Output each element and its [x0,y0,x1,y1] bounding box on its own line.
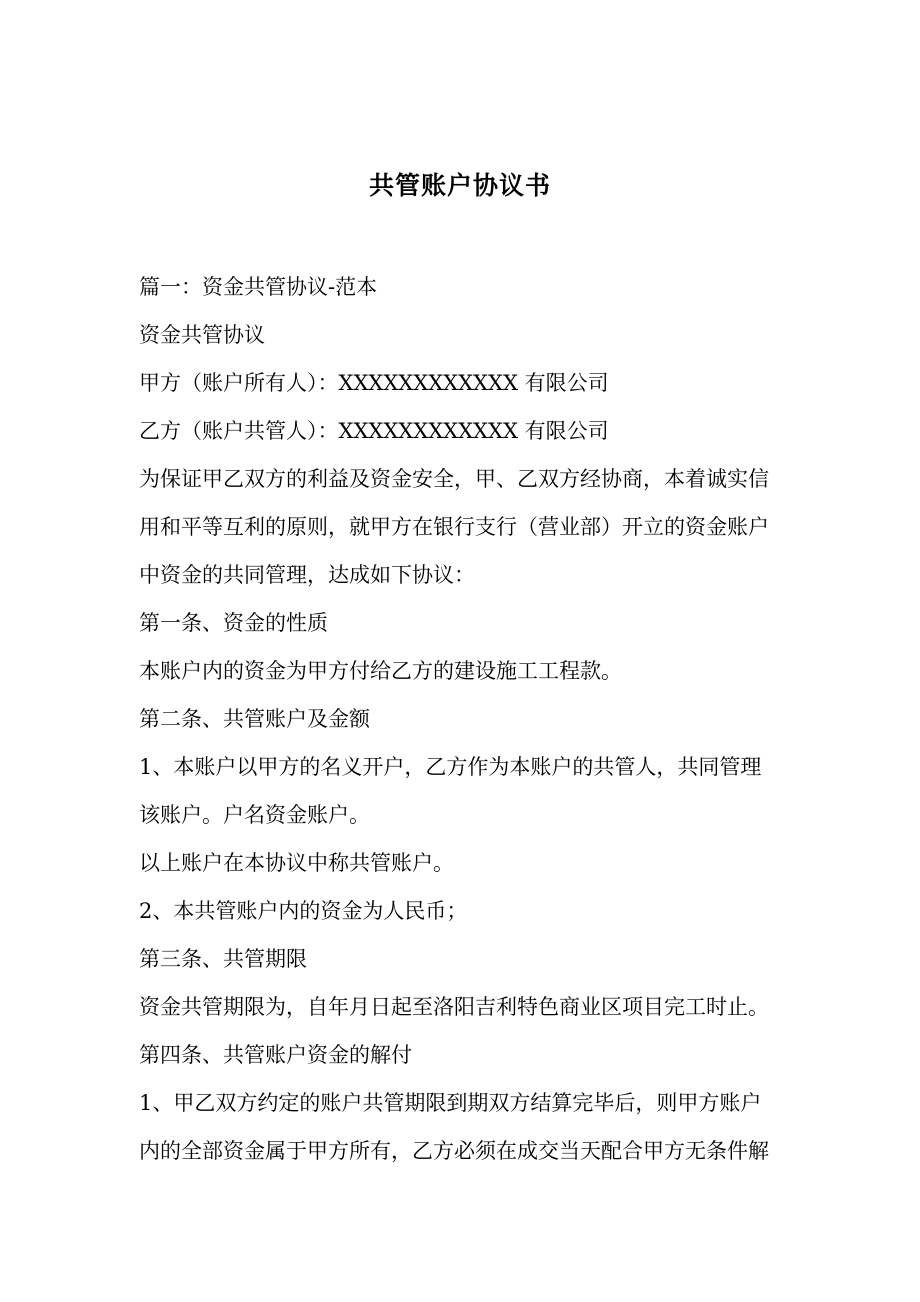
party-b: 乙方（账户共管人）：XXXXXXXXXXXX 有限公司 [139,419,609,443]
agreement-name: 资金共管协议 [139,323,265,347]
article-2-clause-2: 2、本共管账户内的资金为人民币； [139,899,468,923]
preamble-line: 为保证甲乙双方的利益及资金安全，甲、乙双方经协商，本着诚实信 [139,467,769,491]
article-2-clause-1: 该账户。户名资金账户。 [139,803,370,827]
preamble-line: 中资金的共同管理，达成如下协议： [139,563,475,587]
article-2-clause-1: 1、本账户以甲方的名义开户，乙方作为本账户的共管人，共同管理 [139,755,762,779]
article-2-text: 以上账户在本协议中称共管账户。 [139,851,454,875]
article-1-heading: 第一条、资金的性质 [139,611,328,635]
article-4-heading: 第四条、共管账户资金的解付 [139,1043,412,1067]
article-3-text: 资金共管期限为，自年月日起至洛阳吉利特色商业区项目完工时止。 [139,995,769,1019]
article-3-heading: 第三条、共管期限 [139,947,307,971]
article-4-clause-1: 1、甲乙双方约定的账户共管期限到期双方结算完毕后，则甲方账户 [139,1091,762,1115]
article-2-heading: 第二条、共管账户及金额 [139,707,370,731]
document-body [139,263,787,1175]
article-1-text: 本账户内的资金为甲方付给乙方的建设施工工程款。 [139,659,622,683]
party-a: 甲方（账户所有人）：XXXXXXXXXXXX 有限公司 [139,371,609,395]
preamble-line: 用和平等互利的原则，就甲方在银行支行（营业部）开立的资金账户 [139,515,769,539]
document-title: 共管账户协议书 [368,171,551,200]
article-4-clause-1: 内的全部资金属于甲方所有，乙方必须在成交当天配合甲方无条件解 [139,1139,769,1163]
section-heading: 篇一：资金共管协议-范本 [139,275,378,299]
